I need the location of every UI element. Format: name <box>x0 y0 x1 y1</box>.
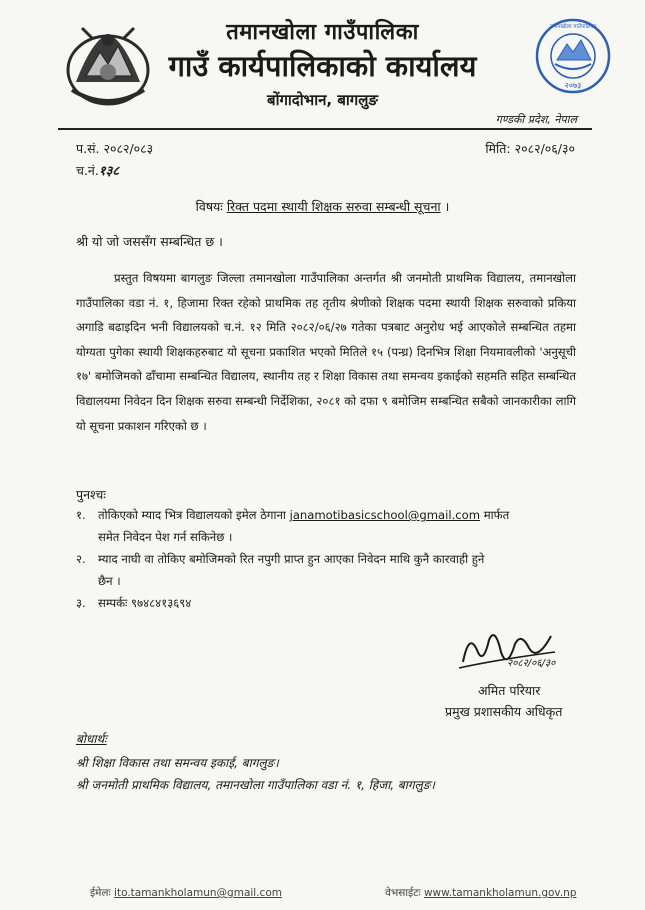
footer-email-label: ईमेलः <box>90 887 111 899</box>
province-name: गण्डकी प्रदेश, नेपाल <box>495 113 577 126</box>
item-number: १. <box>76 508 86 522</box>
postscript-item-3 <box>76 592 581 614</box>
subject-label: विषयः <box>195 199 223 214</box>
reference-ps: प.सं. २०८२/०८३ <box>76 141 154 156</box>
postscript-item-1 <box>76 504 581 548</box>
postscript-heading: पुनश्चः <box>76 487 106 502</box>
signature-icon <box>455 622 565 682</box>
item-text: म्याद नाघी वा तोकिए बमोजिमको रित नपुगी प्राप्त हुन आएका निवेदन माथि कुनै कारवाही हुने <box>98 552 485 566</box>
municipality-name: तमानखोला गाउँपालिका <box>226 20 419 45</box>
item-continuation: समेत निवेदन पेश गर्न सकिनेछ । <box>98 530 233 544</box>
postscript-item-2 <box>76 548 581 592</box>
subject-line <box>0 198 645 215</box>
cc-heading: बोधार्थः <box>76 732 107 746</box>
signatory-name: अमित परियार <box>478 683 541 698</box>
school-email-link[interactable]: janamotibasicschool@gmail.com <box>289 508 481 522</box>
salutation: श्री यो जो जससँग सम्बन्धित छ । <box>76 234 223 249</box>
chn-prefix: च.नं. <box>76 163 99 178</box>
subject-text: रिक्त पदमा स्थायी शिक्षक सरुवा सम्बन्धी सूचना <box>226 199 441 214</box>
cc-recipient: श्री जनमोती प्राथमिक विद्यालय, तमानखोला गाउँपालिका वडा नं. १, हिजा, बागलुङ। <box>76 778 435 792</box>
chn-number: १३८ <box>98 164 120 179</box>
item-text-after: मार्फत <box>483 508 510 522</box>
signatory-title: प्रमुख प्रशासकीय अधिकृत <box>445 704 563 719</box>
header-divider <box>58 128 592 130</box>
footer-website-link[interactable]: www.tamankholamun.gov.np <box>423 887 577 899</box>
contact-text: सम्पर्कः ९७४८४१३६९४ <box>98 596 192 610</box>
body-paragraph <box>76 266 576 438</box>
footer-email <box>90 886 282 900</box>
signature-date: २०८२/०६/३० <box>507 658 556 669</box>
footer-email-link[interactable]: ito.tamankholamun@gmail.com <box>114 887 282 899</box>
office-address: बोंगादोभान, बागलुङ <box>267 91 378 109</box>
seal-year: २०७३ <box>564 81 582 90</box>
footer-website <box>385 886 577 900</box>
reference-chn <box>76 161 119 179</box>
seal-text: तमानखोला गाउँपालिका <box>549 24 597 30</box>
office-name: गाउँ कार्यपालिकाको कार्यालय <box>168 49 477 83</box>
item-number: २. <box>76 552 86 566</box>
body-text: प्रस्तुत विषयमा बागलुङ जिल्ला तमानखोला गाउँपालिका अन्तर्गत श्री जनमोती प्राथमिक विद्यालय, तमानखोला गाउँपालिका वडा नं. १, हिजामा रिक्त रहेको प्राथमिक तह तृतीय श्रेणीको शिक्षक पदमा स्थायी शिक्षक सरुवाको प्रकिया अगाडि बढाइदिन भनी विद्यालयको च.नं. १२ मिति २०८२/०६/२७ गतेका पत्रबाट अनुरोध भई आएकोले सम्बन्धित तहमा योग्यता पुगेका स्थायी शिक्षकहरुबाट यो सूचना प्रकाशित भएको मितिले १५ (पन्ध्र) दिनभित्र शिक्षा नियमावलीको 'अनुसूची १७' बमोजिमको ढाँचामा सम्बन्धित विद्यालय, स्थानीय तह र शिक्षा विकास तथा समन्वय इकाईको सहमति सहित सम्बन्धित विद्यालयमा निवेदन दिन शिक्षक सरुवा सम्बन्धी निर्देशिका, २०८१ को दफा ९ बमोजिम सम्बन्धित सबैको जानकारीका लागि यो सूचना प्रकाशन गरिएको छ । <box>76 271 577 433</box>
letter-date: मिति: २०८२/०६/३० <box>485 141 575 156</box>
item-text: तोकिएको म्याद भित्र विद्यालयको इमेल ठेगाना <box>98 508 286 522</box>
cc-recipient: श्री शिक्षा विकास तथा समन्वय इकाई, बागलुङ। <box>76 756 279 770</box>
footer-web-label: वेभसाईटः <box>385 887 421 899</box>
subject-end: । <box>444 199 450 214</box>
item-number: ३. <box>76 596 86 610</box>
item-continuation: छैन । <box>98 574 121 588</box>
